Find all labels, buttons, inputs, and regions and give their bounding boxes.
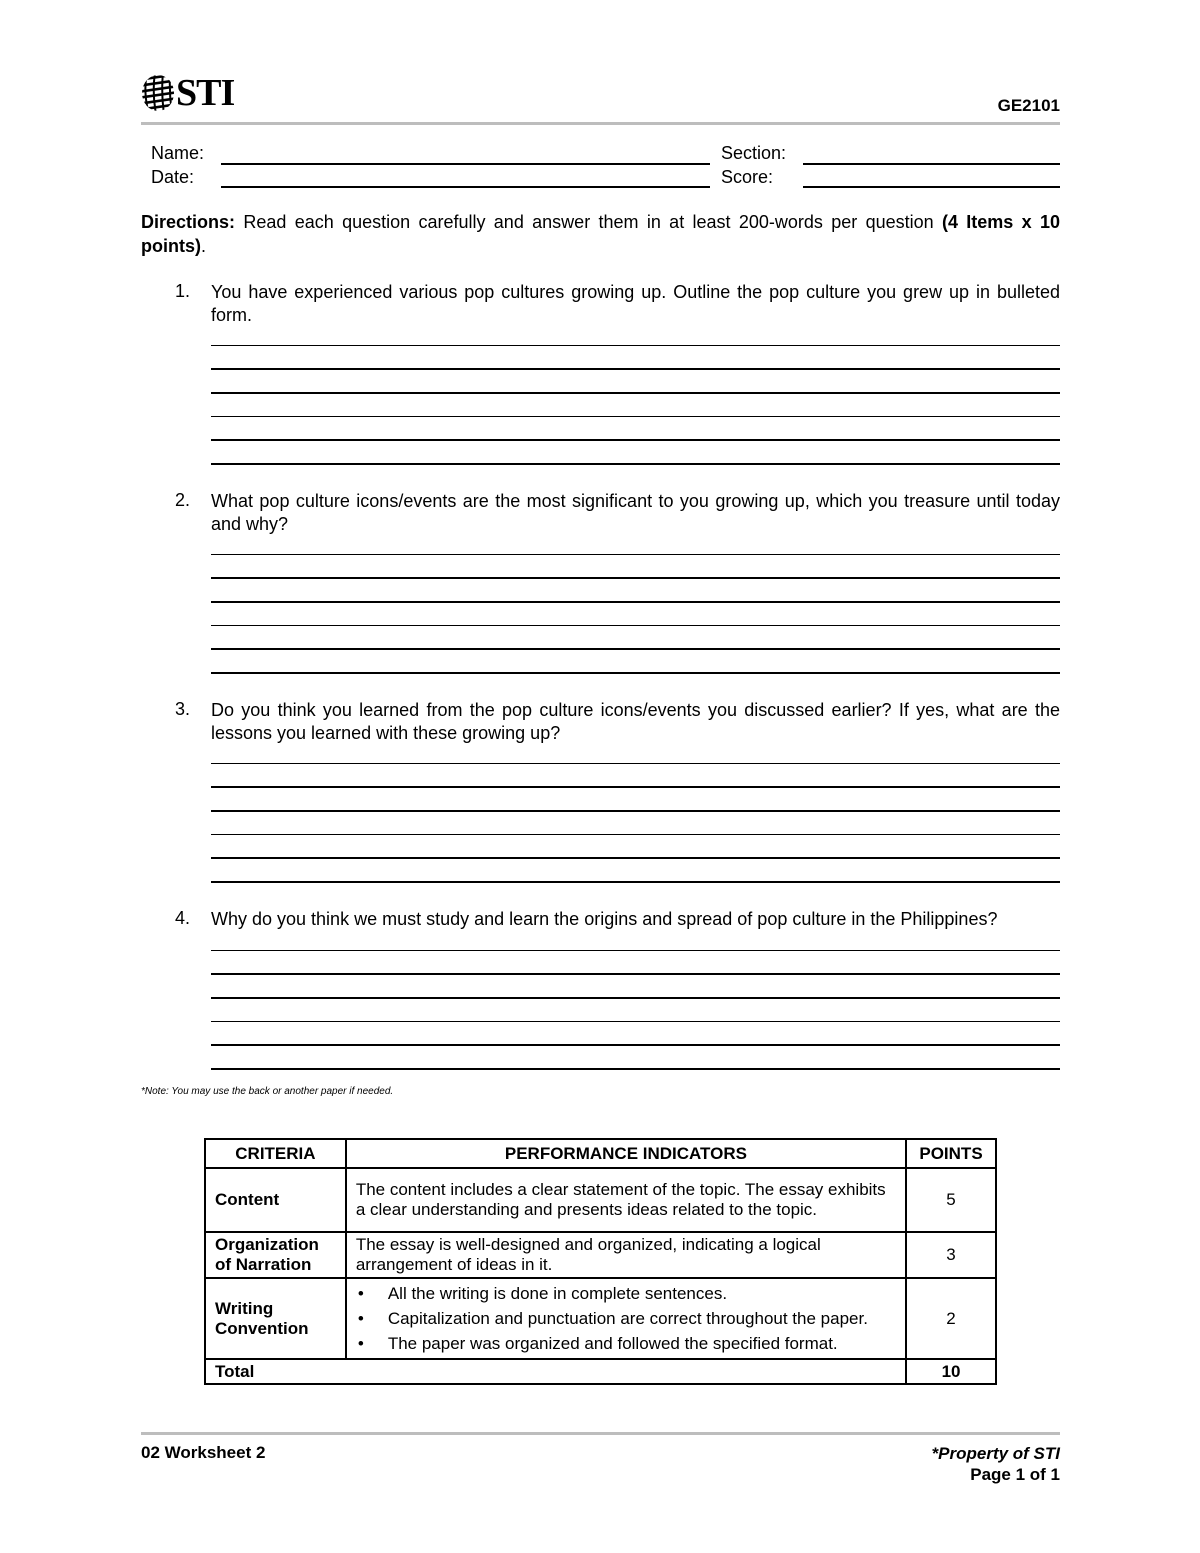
answer-line[interactable] bbox=[211, 345, 1060, 346]
answer-line[interactable] bbox=[211, 763, 1060, 764]
rubric-row bbox=[205, 1278, 996, 1359]
rubric-row bbox=[205, 1168, 996, 1232]
section-label: Section: bbox=[721, 143, 787, 163]
question-text: You have experienced various pop cultures growing up. Outline the pop culture you grew up in bulleted form. bbox=[211, 282, 1060, 325]
question-number: 2. bbox=[175, 490, 191, 510]
section-field[interactable] bbox=[803, 163, 1060, 165]
answer-line[interactable] bbox=[211, 857, 1060, 859]
answer-line[interactable] bbox=[211, 997, 1060, 999]
answer-line[interactable] bbox=[211, 601, 1060, 603]
score-field[interactable] bbox=[803, 186, 1060, 188]
rubric-table bbox=[204, 1138, 997, 1385]
answer-line[interactable] bbox=[211, 810, 1060, 812]
bullet-item: • The paper was organized and followed the specified format. bbox=[388, 1331, 896, 1356]
worksheet-label: 02 Worksheet 2 bbox=[141, 1443, 266, 1462]
name-field[interactable] bbox=[221, 163, 710, 165]
header-divider bbox=[141, 122, 1060, 125]
course-code: GE2101 bbox=[997, 96, 1060, 115]
property-notice: *Property of STI bbox=[931, 1444, 1060, 1463]
answer-line[interactable] bbox=[211, 950, 1060, 951]
total-points: 10 bbox=[906, 1359, 996, 1384]
answer-line[interactable] bbox=[211, 625, 1060, 626]
date-label: Date: bbox=[151, 167, 195, 187]
criteria-cell: Content bbox=[205, 1168, 346, 1232]
question-number: 1. bbox=[175, 281, 191, 301]
bullet-item: • All the writing is done in complete sentences. bbox=[388, 1281, 896, 1306]
question-text: What pop culture icons/events are the most significant to you growing up, which you treasure until today and why? bbox=[211, 491, 1060, 534]
directions-body: Read each question carefully and answer them in at least 200-words per question bbox=[235, 212, 942, 232]
answer-line[interactable] bbox=[211, 392, 1060, 394]
indicator-cell: The content includes a clear statement of the topic. The essay exhibits a clear understanding and presents ideas related to the topic. bbox=[346, 1168, 906, 1232]
indicator-cell bbox=[346, 1278, 906, 1359]
indicator-cell: The essay is well-designed and organized, indicating a logical arrangement of ideas in it. bbox=[346, 1232, 906, 1278]
indicators-header: PERFORMANCE INDICATORS bbox=[346, 1139, 906, 1168]
directions-lead: Directions: bbox=[141, 212, 236, 232]
answer-line[interactable] bbox=[211, 786, 1060, 788]
answer-line[interactable] bbox=[211, 672, 1060, 674]
sti-logo bbox=[141, 70, 234, 116]
logo-wordmark: STI bbox=[176, 72, 235, 114]
points-cell: 3 bbox=[906, 1232, 996, 1278]
footer-right bbox=[932, 1443, 1060, 1485]
note: *Note: You may use the back or another paper if needed. bbox=[141, 1086, 394, 1097]
answer-line[interactable] bbox=[211, 577, 1060, 579]
rubric-row bbox=[205, 1232, 996, 1278]
criteria-cell: Organization of Narration bbox=[205, 1232, 346, 1278]
date-field[interactable] bbox=[221, 186, 710, 188]
answer-line[interactable] bbox=[211, 834, 1060, 835]
footer-divider bbox=[141, 1432, 1060, 1435]
question-text: Why do you think we must study and learn the origins and spread of pop culture in the Philippines? bbox=[211, 909, 998, 929]
rubric-header-row bbox=[205, 1139, 996, 1168]
question-number: 3. bbox=[175, 699, 191, 719]
directions-end: . bbox=[201, 236, 207, 256]
answer-line[interactable] bbox=[211, 439, 1060, 441]
globe-icon bbox=[141, 74, 175, 112]
bullet-item: • Capitalization and punctuation are correct throughout the paper. bbox=[388, 1306, 896, 1331]
name-label: Name: bbox=[151, 143, 205, 163]
score-label: Score: bbox=[721, 167, 774, 187]
answer-line[interactable] bbox=[211, 368, 1060, 370]
total-label: Total bbox=[205, 1359, 906, 1384]
answer-line[interactable] bbox=[211, 881, 1060, 883]
answer-line[interactable] bbox=[211, 463, 1060, 465]
directions bbox=[141, 210, 1060, 258]
answer-line[interactable] bbox=[211, 554, 1060, 555]
criteria-header: CRITERIA bbox=[205, 1139, 346, 1168]
answer-line[interactable] bbox=[211, 1021, 1060, 1022]
directions-points: (4 Items x 10 points) bbox=[141, 212, 1061, 256]
question-text: Do you think you learned from the pop culture icons/events you discussed earlier? If yes, what are the lessons you learned with these growing up? bbox=[211, 700, 1060, 743]
question-number: 4. bbox=[175, 908, 191, 928]
criteria-cell: Writing Convention bbox=[205, 1278, 346, 1359]
answer-line[interactable] bbox=[211, 1068, 1060, 1070]
page-number: Page 1 of 1 bbox=[970, 1465, 1060, 1484]
answer-line[interactable] bbox=[211, 973, 1060, 975]
rubric-total-row bbox=[205, 1359, 996, 1384]
answer-line[interactable] bbox=[211, 1044, 1060, 1046]
answer-line[interactable] bbox=[211, 648, 1060, 650]
points-header: POINTS bbox=[906, 1139, 996, 1168]
indicator-bullets bbox=[356, 1281, 896, 1356]
points-cell: 2 bbox=[906, 1278, 996, 1359]
points-cell: 5 bbox=[906, 1168, 996, 1232]
answer-line[interactable] bbox=[211, 416, 1060, 417]
